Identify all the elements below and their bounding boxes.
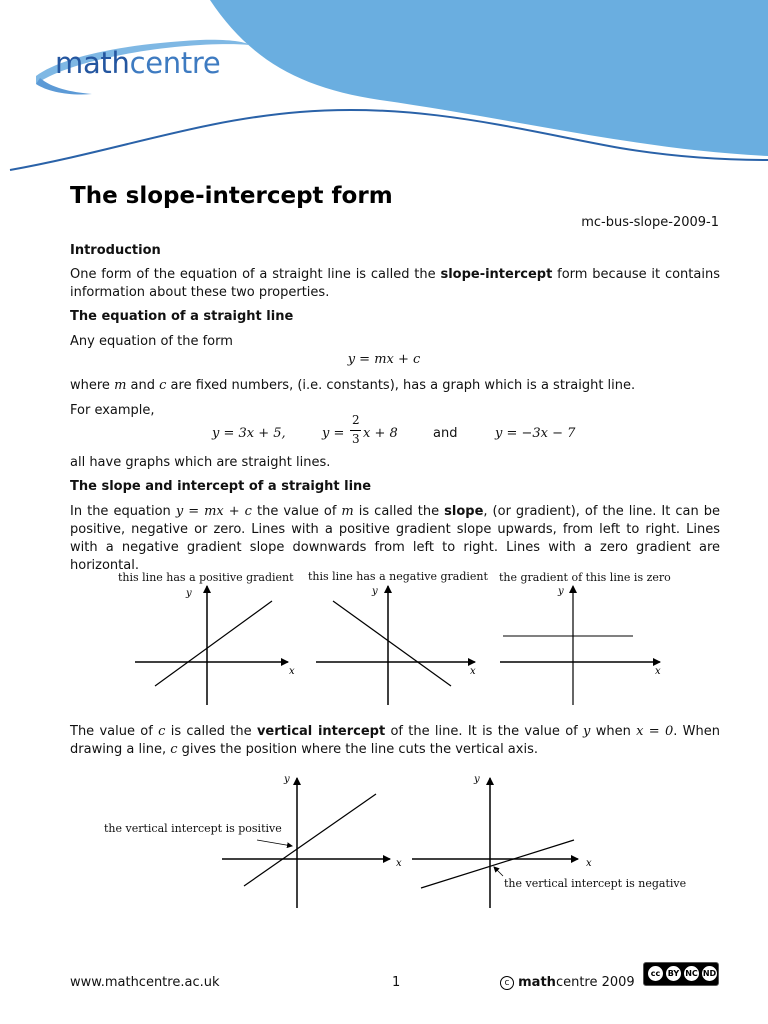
int-text-b: is called the [165, 724, 257, 739]
int-text-d: of the line. It is the value of [385, 724, 584, 739]
int-var-c: c [158, 724, 166, 739]
fraction-bar [350, 430, 361, 431]
intro-text: One form of the equation of a straight line is called the [70, 267, 441, 282]
int-x0: x = 0 [636, 724, 674, 739]
slope-text-b: the value of [251, 504, 342, 519]
example-eq-3: y = −3x − 7 [495, 426, 576, 441]
axis-label-y1: y [186, 588, 192, 599]
intro-paragraph [70, 266, 720, 302]
creative-commons-badge[interactable] [643, 962, 719, 986]
footer-copyright [500, 975, 635, 990]
caption-negative: this line has a negative gradient [308, 570, 488, 583]
slope-bold: slope [444, 504, 484, 519]
slope-text-c: is called the [353, 504, 445, 519]
slope-text-a: In the equation [70, 504, 176, 519]
copyright-icon [500, 976, 514, 990]
nd-icon: ND [702, 966, 717, 981]
slope-paragraph [70, 503, 720, 575]
int-text-g: gives the position where the line cuts the vertical axis. [177, 742, 538, 757]
caption-zero: the gradient of this line is zero [499, 571, 671, 584]
equation-lead: Any equation of the form [70, 334, 233, 349]
axis-label-y5: y [474, 774, 480, 785]
example-and: and [433, 426, 458, 441]
int-bold: vertical intercept [256, 724, 386, 739]
slope-heading: The slope and intercept of a straight line [70, 479, 372, 494]
cc-icon: cc [648, 966, 663, 981]
int-var-c2: c [170, 742, 178, 757]
document-code: mc-bus-slope-2009-1 [581, 215, 719, 230]
example-eq-1: y = 3x + 5, [212, 426, 286, 441]
var-m: m [114, 378, 127, 393]
intercept-paragraph [70, 723, 720, 759]
mathcentre-logo [55, 46, 220, 80]
label-intercept-positive: the vertical intercept is positive [104, 822, 282, 835]
graph-negative-gradient [316, 586, 476, 705]
footer-url[interactable]: www.mathcentre.ac.uk [70, 975, 220, 990]
axis-label-x4: x [396, 858, 402, 869]
header-banner [0, 0, 768, 175]
slope-text-d: , (or gradient), of the line. It can be positive, negative or zero. Lines with a positive gradient slope upwards, from left to right. Lines with a negative gradient slope downwards from left to right. Lines with a zero gradient are horizontal. [70, 504, 720, 573]
axis-label-x5: x [586, 858, 592, 869]
graph-positive-gradient [135, 586, 295, 705]
by-icon: BY [666, 966, 681, 981]
axis-label-y2: y [372, 586, 378, 597]
example-eq-2-lhs: y = [322, 426, 345, 441]
graph-zero-gradient [500, 586, 661, 705]
slope-var-m: m [341, 504, 354, 519]
var-c: c [159, 378, 167, 393]
logo-light: centre [129, 46, 221, 80]
example-closing: all have graphs which are straight lines. [70, 455, 331, 470]
int-text-e: when [590, 724, 637, 739]
footer-brand-rest: centre 2009 [555, 975, 635, 990]
axis-label-x3: x [655, 666, 661, 677]
page-title: The slope-intercept form [70, 183, 393, 209]
graph-positive-intercept [222, 774, 402, 908]
int-var-y: y [583, 724, 591, 739]
main-equation: y = mx + c [347, 352, 421, 367]
label-intercept-negative: the vertical intercept is negative [504, 877, 687, 890]
axis-label-x1: x [289, 666, 295, 677]
intro-bold: slope-intercept [440, 267, 553, 282]
example-lead: For example, [70, 403, 155, 418]
where-and: and [126, 378, 160, 393]
int-text-a: The value of [70, 724, 159, 739]
caption-positive: this line has a positive gradient [118, 571, 294, 584]
example-eq-2-rhs: x + 8 [363, 426, 398, 441]
gradient-graphs [0, 580, 768, 710]
axis-label-x2: x [470, 666, 476, 677]
where-paragraph [70, 377, 720, 395]
intercept-graphs [0, 770, 768, 915]
footer-brand-bold: math [518, 975, 556, 990]
axis-label-y4: y [284, 774, 290, 785]
where-suffix: are fixed numbers, (i.e. constants), has a graph which is a straight line. [166, 378, 636, 393]
where-prefix: where [70, 378, 115, 393]
copyright-symbol: c [504, 977, 510, 988]
slope-eq: y = mx + c [175, 504, 252, 519]
int-text-f: . When drawing a line, [70, 724, 721, 757]
intro-heading: Introduction [70, 243, 161, 258]
fraction-denominator: 3 [352, 432, 360, 446]
axis-label-y3: y [558, 586, 564, 597]
nc-icon: NC [684, 966, 699, 981]
intro-text-end: form because it contains information about these two properties. [70, 267, 720, 300]
page-number: 1 [392, 975, 401, 990]
logo-bold: math [55, 46, 130, 80]
fraction-numerator: 2 [352, 413, 360, 427]
equation-heading: The equation of a straight line [70, 309, 294, 324]
